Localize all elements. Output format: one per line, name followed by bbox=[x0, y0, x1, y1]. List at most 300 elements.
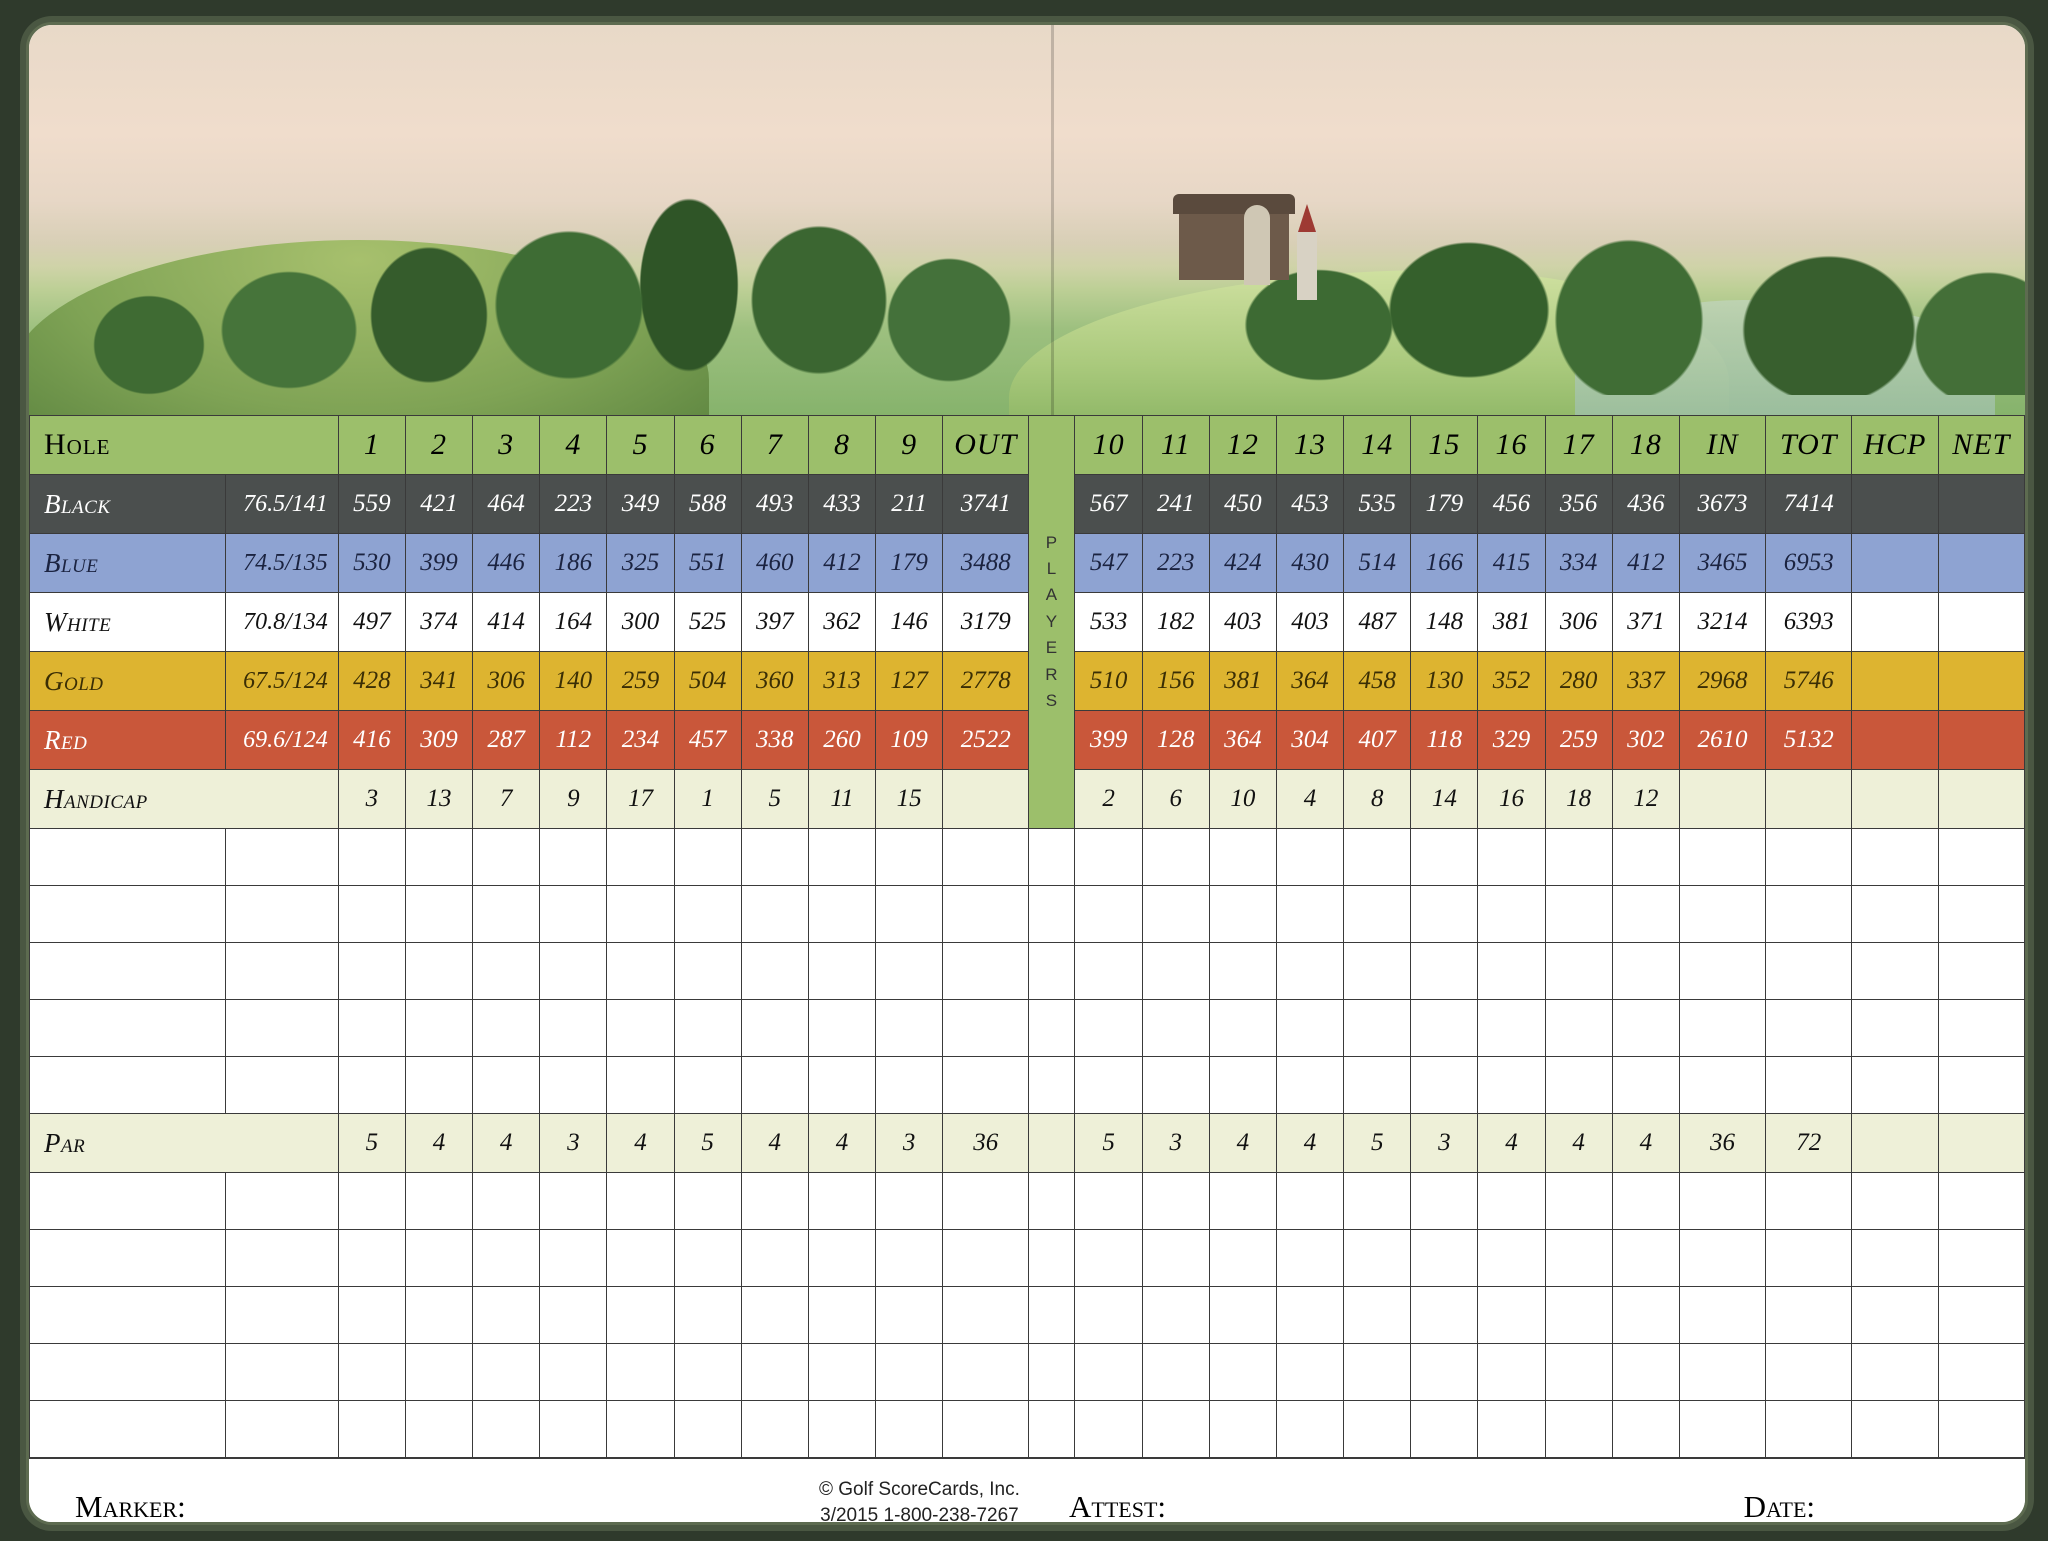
score-cell[interactable] bbox=[1344, 1287, 1411, 1344]
player-name-cell[interactable] bbox=[30, 1401, 226, 1458]
score-cell[interactable] bbox=[1142, 1173, 1209, 1230]
score-cell[interactable] bbox=[1209, 829, 1276, 886]
yardage-cell: 179 bbox=[876, 534, 943, 593]
score-in-cell[interactable] bbox=[1679, 1344, 1765, 1401]
player-hcp-cell[interactable] bbox=[226, 829, 338, 886]
score-cell[interactable] bbox=[1545, 1173, 1612, 1230]
score-cell[interactable] bbox=[1545, 943, 1612, 1000]
score-cell[interactable] bbox=[607, 829, 674, 886]
score-cell[interactable] bbox=[1142, 1287, 1209, 1344]
score-in-cell[interactable] bbox=[1679, 829, 1765, 886]
score-cell[interactable] bbox=[1276, 1344, 1343, 1401]
par-row bbox=[30, 1114, 2025, 1173]
score-in-cell[interactable] bbox=[1679, 943, 1765, 1000]
score-cell[interactable] bbox=[674, 1000, 741, 1057]
score-cell[interactable] bbox=[338, 1057, 405, 1114]
hcp-cell[interactable] bbox=[1852, 711, 1938, 770]
score-cell[interactable] bbox=[540, 1230, 607, 1287]
handicap-cell: 14 bbox=[1411, 770, 1478, 829]
score-out-cell[interactable] bbox=[943, 1000, 1029, 1057]
score-cell[interactable] bbox=[674, 1344, 741, 1401]
score-tot-cell[interactable] bbox=[1766, 1287, 1852, 1344]
score-cell[interactable] bbox=[876, 943, 943, 1000]
score-cell[interactable] bbox=[876, 1287, 943, 1344]
score-cell[interactable] bbox=[876, 1230, 943, 1287]
score-cell[interactable] bbox=[1142, 1230, 1209, 1287]
score-hcp-cell[interactable] bbox=[1852, 829, 1938, 886]
handicap-cell: 1 bbox=[674, 770, 741, 829]
score-net-cell[interactable] bbox=[1938, 1057, 2025, 1114]
score-tot-cell[interactable] bbox=[1766, 1057, 1852, 1114]
score-hcp-cell[interactable] bbox=[1852, 1401, 1938, 1458]
score-in-cell[interactable] bbox=[1679, 1000, 1765, 1057]
yardage-cell: 436 bbox=[1612, 475, 1679, 534]
score-cell[interactable] bbox=[876, 1057, 943, 1114]
score-out-cell[interactable] bbox=[943, 1344, 1029, 1401]
score-cell[interactable] bbox=[1075, 1000, 1142, 1057]
score-tot-cell[interactable] bbox=[1766, 1230, 1852, 1287]
score-cell[interactable] bbox=[473, 1000, 540, 1057]
score-cell[interactable] bbox=[674, 1173, 741, 1230]
score-cell[interactable] bbox=[1411, 1057, 1478, 1114]
score-cell[interactable] bbox=[1612, 1000, 1679, 1057]
net-cell[interactable] bbox=[1938, 711, 2025, 770]
score-cell[interactable] bbox=[876, 1000, 943, 1057]
score-cell[interactable] bbox=[338, 943, 405, 1000]
score-cell[interactable] bbox=[1612, 1287, 1679, 1344]
score-cell[interactable] bbox=[674, 1230, 741, 1287]
hcp-cell[interactable] bbox=[1852, 593, 1938, 652]
score-cell[interactable] bbox=[674, 1401, 741, 1458]
score-cell[interactable] bbox=[1478, 1344, 1545, 1401]
score-cell[interactable] bbox=[1411, 1000, 1478, 1057]
score-cell[interactable] bbox=[405, 1344, 472, 1401]
score-cell[interactable] bbox=[1478, 943, 1545, 1000]
header-hole-6: 6 bbox=[674, 416, 741, 475]
score-cell[interactable] bbox=[674, 829, 741, 886]
score-cell[interactable] bbox=[1612, 886, 1679, 943]
score-cell[interactable] bbox=[741, 1173, 808, 1230]
score-cell[interactable] bbox=[338, 829, 405, 886]
handicap-cell: 18 bbox=[1545, 770, 1612, 829]
score-cell[interactable] bbox=[1478, 1000, 1545, 1057]
score-cell[interactable] bbox=[405, 829, 472, 886]
score-cell[interactable] bbox=[405, 1287, 472, 1344]
score-out-cell[interactable] bbox=[943, 1057, 1029, 1114]
score-out-cell[interactable] bbox=[943, 1287, 1029, 1344]
score-cell[interactable] bbox=[1209, 1344, 1276, 1401]
player-name-cell[interactable] bbox=[30, 1230, 226, 1287]
score-row[interactable] bbox=[30, 1344, 2025, 1401]
score-cell[interactable] bbox=[607, 1173, 674, 1230]
player-hcp-cell[interactable] bbox=[226, 1287, 338, 1344]
score-cell[interactable] bbox=[1545, 1287, 1612, 1344]
score-cell[interactable] bbox=[607, 1344, 674, 1401]
player-name-cell[interactable] bbox=[30, 1000, 226, 1057]
yardage-cell: 381 bbox=[1478, 593, 1545, 652]
score-hcp-cell[interactable] bbox=[1852, 1287, 1938, 1344]
score-cell[interactable] bbox=[338, 1287, 405, 1344]
score-cell[interactable] bbox=[607, 943, 674, 1000]
yardage-cell: 360 bbox=[741, 652, 808, 711]
score-row[interactable] bbox=[30, 886, 2025, 943]
player-name-cell[interactable] bbox=[30, 943, 226, 1000]
score-cell[interactable] bbox=[1142, 1344, 1209, 1401]
score-cell[interactable] bbox=[741, 1401, 808, 1458]
score-hcp-cell[interactable] bbox=[1852, 886, 1938, 943]
score-cell[interactable] bbox=[1209, 1173, 1276, 1230]
score-cell[interactable] bbox=[808, 829, 875, 886]
yardage-cell: 504 bbox=[674, 652, 741, 711]
score-cell[interactable] bbox=[1276, 943, 1343, 1000]
yardage-cell: 399 bbox=[1075, 711, 1142, 770]
score-cell[interactable] bbox=[808, 1401, 875, 1458]
hcp-cell[interactable] bbox=[1852, 534, 1938, 593]
yardage-cell: 414 bbox=[473, 593, 540, 652]
score-row[interactable] bbox=[30, 829, 2025, 886]
score-net-cell[interactable] bbox=[1938, 1230, 2025, 1287]
score-cell[interactable] bbox=[540, 1344, 607, 1401]
score-row[interactable] bbox=[30, 1287, 2025, 1344]
score-cell[interactable] bbox=[1209, 943, 1276, 1000]
score-cell[interactable] bbox=[1276, 886, 1343, 943]
score-cell[interactable] bbox=[674, 1287, 741, 1344]
tee-row-red bbox=[30, 711, 2025, 770]
score-cell[interactable] bbox=[473, 1173, 540, 1230]
score-cell[interactable] bbox=[1344, 943, 1411, 1000]
score-cell[interactable] bbox=[1478, 1173, 1545, 1230]
score-cell[interactable] bbox=[1344, 829, 1411, 886]
score-cell[interactable] bbox=[607, 1230, 674, 1287]
score-net-cell[interactable] bbox=[1938, 1000, 2025, 1057]
score-cell[interactable] bbox=[808, 1287, 875, 1344]
score-cell[interactable] bbox=[1075, 829, 1142, 886]
score-cell[interactable] bbox=[1344, 1230, 1411, 1287]
score-cell[interactable] bbox=[1478, 1401, 1545, 1458]
score-cell[interactable] bbox=[674, 1057, 741, 1114]
score-cell[interactable] bbox=[1478, 1057, 1545, 1114]
score-net-cell[interactable] bbox=[1938, 1287, 2025, 1344]
score-cell[interactable] bbox=[1344, 886, 1411, 943]
score-cell[interactable] bbox=[1612, 943, 1679, 1000]
score-cell[interactable] bbox=[1411, 1344, 1478, 1401]
header-hole-5: 5 bbox=[607, 416, 674, 475]
score-cell[interactable] bbox=[808, 886, 875, 943]
player-hcp-cell[interactable] bbox=[226, 1057, 338, 1114]
score-hcp-cell[interactable] bbox=[1852, 1173, 1938, 1230]
score-cell[interactable] bbox=[1478, 1287, 1545, 1344]
score-cell[interactable] bbox=[741, 1344, 808, 1401]
score-cell[interactable] bbox=[1545, 1344, 1612, 1401]
score-cell[interactable] bbox=[405, 1173, 472, 1230]
net-cell[interactable] bbox=[1938, 475, 2025, 534]
score-cell[interactable] bbox=[741, 1000, 808, 1057]
score-cell[interactable] bbox=[741, 1230, 808, 1287]
score-cell[interactable] bbox=[1276, 1230, 1343, 1287]
net-cell[interactable] bbox=[1938, 593, 2025, 652]
score-cell[interactable] bbox=[405, 1057, 472, 1114]
score-cell[interactable] bbox=[808, 1173, 875, 1230]
handicap-label: Handicap bbox=[30, 770, 339, 829]
score-cell[interactable] bbox=[607, 1057, 674, 1114]
score-cell[interactable] bbox=[1478, 886, 1545, 943]
header-hole-14: 14 bbox=[1344, 416, 1411, 475]
score-cell[interactable] bbox=[338, 1000, 405, 1057]
score-net-cell[interactable] bbox=[1938, 1401, 2025, 1458]
score-cell[interactable] bbox=[1075, 943, 1142, 1000]
score-out-cell[interactable] bbox=[943, 1230, 1029, 1287]
score-cell[interactable] bbox=[473, 886, 540, 943]
score-cell[interactable] bbox=[876, 886, 943, 943]
score-cell[interactable] bbox=[1276, 1287, 1343, 1344]
score-net-cell[interactable] bbox=[1938, 1344, 2025, 1401]
score-cell[interactable] bbox=[1209, 1401, 1276, 1458]
player-name-cell[interactable] bbox=[30, 829, 226, 886]
score-cell[interactable] bbox=[1411, 1173, 1478, 1230]
score-cell[interactable] bbox=[1545, 829, 1612, 886]
score-tot-cell[interactable] bbox=[1766, 1000, 1852, 1057]
score-cell[interactable] bbox=[1411, 1287, 1478, 1344]
score-cell[interactable] bbox=[1276, 829, 1343, 886]
score-net-cell[interactable] bbox=[1938, 886, 2025, 943]
score-cell[interactable] bbox=[876, 1173, 943, 1230]
score-cell[interactable] bbox=[1142, 1000, 1209, 1057]
par-cell: 5 bbox=[1344, 1114, 1411, 1173]
score-cell[interactable] bbox=[607, 1000, 674, 1057]
score-cell[interactable] bbox=[876, 829, 943, 886]
score-net-cell[interactable] bbox=[1938, 829, 2025, 886]
score-cell[interactable] bbox=[808, 1057, 875, 1114]
score-cell[interactable] bbox=[1075, 886, 1142, 943]
hcp-cell[interactable] bbox=[1852, 652, 1938, 711]
player-name-cell[interactable] bbox=[30, 1173, 226, 1230]
score-cell[interactable] bbox=[1344, 1173, 1411, 1230]
score-cell[interactable] bbox=[876, 1401, 943, 1458]
score-cell[interactable] bbox=[1612, 1230, 1679, 1287]
yardage-cell: 403 bbox=[1276, 593, 1343, 652]
score-cell[interactable] bbox=[1612, 1401, 1679, 1458]
score-cell[interactable] bbox=[473, 1057, 540, 1114]
score-cell[interactable] bbox=[808, 1230, 875, 1287]
score-cell[interactable] bbox=[473, 829, 540, 886]
score-cell[interactable] bbox=[540, 829, 607, 886]
yardage-cell: 241 bbox=[1142, 475, 1209, 534]
score-cell[interactable] bbox=[540, 1173, 607, 1230]
score-out-cell[interactable] bbox=[943, 1173, 1029, 1230]
score-cell[interactable] bbox=[1411, 829, 1478, 886]
score-tot-cell[interactable] bbox=[1766, 886, 1852, 943]
score-cell[interactable] bbox=[1344, 1057, 1411, 1114]
score-cell[interactable] bbox=[1545, 1401, 1612, 1458]
score-in-cell[interactable] bbox=[1679, 1401, 1765, 1458]
grand-total: 5132 bbox=[1766, 711, 1852, 770]
score-cell[interactable] bbox=[1344, 1401, 1411, 1458]
par-hcp bbox=[1852, 1114, 1938, 1173]
score-cell[interactable] bbox=[1075, 1344, 1142, 1401]
yardage-cell: 364 bbox=[1276, 652, 1343, 711]
score-out-cell[interactable] bbox=[943, 943, 1029, 1000]
score-cell[interactable] bbox=[741, 943, 808, 1000]
score-tot-cell[interactable] bbox=[1766, 943, 1852, 1000]
score-cell[interactable] bbox=[1478, 1230, 1545, 1287]
score-hcp-cell[interactable] bbox=[1852, 1057, 1938, 1114]
score-in-cell[interactable] bbox=[1679, 1230, 1765, 1287]
players-spine bbox=[1029, 416, 1075, 829]
score-cell[interactable] bbox=[1411, 1230, 1478, 1287]
score-cell[interactable] bbox=[405, 1401, 472, 1458]
score-cell[interactable] bbox=[1411, 886, 1478, 943]
player-name-cell[interactable] bbox=[30, 1344, 226, 1401]
score-cell[interactable] bbox=[338, 1173, 405, 1230]
grand-total: 6953 bbox=[1766, 534, 1852, 593]
score-cell[interactable] bbox=[540, 1000, 607, 1057]
score-cell[interactable] bbox=[1209, 886, 1276, 943]
score-cell[interactable] bbox=[741, 886, 808, 943]
score-row[interactable] bbox=[30, 1000, 2025, 1057]
score-row[interactable] bbox=[30, 1057, 2025, 1114]
score-tot-cell[interactable] bbox=[1766, 1173, 1852, 1230]
score-cell[interactable] bbox=[1209, 1057, 1276, 1114]
score-hcp-cell[interactable] bbox=[1852, 1230, 1938, 1287]
score-out-cell[interactable] bbox=[943, 829, 1029, 886]
players-spine-filler bbox=[1029, 886, 1075, 943]
score-row[interactable] bbox=[30, 943, 2025, 1000]
score-cell[interactable] bbox=[338, 886, 405, 943]
score-row[interactable] bbox=[30, 1173, 2025, 1230]
score-cell[interactable] bbox=[473, 1401, 540, 1458]
score-cell[interactable] bbox=[1209, 1287, 1276, 1344]
score-cell[interactable] bbox=[1612, 1057, 1679, 1114]
score-cell[interactable] bbox=[1142, 886, 1209, 943]
score-cell[interactable] bbox=[607, 1401, 674, 1458]
score-cell[interactable] bbox=[405, 1230, 472, 1287]
player-hcp-cell[interactable] bbox=[226, 886, 338, 943]
score-cell[interactable] bbox=[876, 1344, 943, 1401]
score-cell[interactable] bbox=[1209, 1000, 1276, 1057]
score-net-cell[interactable] bbox=[1938, 1173, 2025, 1230]
score-cell[interactable] bbox=[1612, 829, 1679, 886]
player-name-cell[interactable] bbox=[30, 1057, 226, 1114]
score-tot-cell[interactable] bbox=[1766, 829, 1852, 886]
score-cell[interactable] bbox=[473, 943, 540, 1000]
score-cell[interactable] bbox=[674, 943, 741, 1000]
score-cell[interactable] bbox=[1344, 1344, 1411, 1401]
score-cell[interactable] bbox=[1612, 1344, 1679, 1401]
player-hcp-cell[interactable] bbox=[226, 1401, 338, 1458]
score-cell[interactable] bbox=[1142, 943, 1209, 1000]
score-cell[interactable] bbox=[741, 1057, 808, 1114]
score-cell[interactable] bbox=[1411, 943, 1478, 1000]
score-cell[interactable] bbox=[1276, 1173, 1343, 1230]
score-cell[interactable] bbox=[1612, 1173, 1679, 1230]
score-cell[interactable] bbox=[338, 1401, 405, 1458]
player-hcp-cell[interactable] bbox=[226, 1173, 338, 1230]
score-cell[interactable] bbox=[1209, 1230, 1276, 1287]
yardage-cell: 356 bbox=[1545, 475, 1612, 534]
hcp-cell[interactable] bbox=[1852, 475, 1938, 534]
score-cell[interactable] bbox=[473, 1287, 540, 1344]
score-out-cell[interactable] bbox=[943, 886, 1029, 943]
score-cell[interactable] bbox=[1545, 1000, 1612, 1057]
score-cell[interactable] bbox=[1411, 1401, 1478, 1458]
score-cell[interactable] bbox=[1075, 1173, 1142, 1230]
score-cell[interactable] bbox=[607, 1287, 674, 1344]
score-cell[interactable] bbox=[1276, 1000, 1343, 1057]
score-in-cell[interactable] bbox=[1679, 1287, 1765, 1344]
player-hcp-cell[interactable] bbox=[226, 1230, 338, 1287]
score-in-cell[interactable] bbox=[1679, 1173, 1765, 1230]
score-cell[interactable] bbox=[473, 1344, 540, 1401]
player-hcp-cell[interactable] bbox=[226, 1344, 338, 1401]
score-cell[interactable] bbox=[540, 1057, 607, 1114]
score-cell[interactable] bbox=[674, 886, 741, 943]
score-cell[interactable] bbox=[338, 1230, 405, 1287]
score-tot-cell[interactable] bbox=[1766, 1401, 1852, 1458]
par-cell: 4 bbox=[607, 1114, 674, 1173]
score-out-cell[interactable] bbox=[943, 1401, 1029, 1458]
player-name-cell[interactable] bbox=[30, 1287, 226, 1344]
score-cell[interactable] bbox=[405, 943, 472, 1000]
player-hcp-cell[interactable] bbox=[226, 943, 338, 1000]
net-cell[interactable] bbox=[1938, 652, 2025, 711]
score-cell[interactable] bbox=[540, 1287, 607, 1344]
score-cell[interactable] bbox=[405, 1000, 472, 1057]
handicap-cell: 7 bbox=[473, 770, 540, 829]
score-cell[interactable] bbox=[1142, 1401, 1209, 1458]
score-cell[interactable] bbox=[1075, 1401, 1142, 1458]
score-cell[interactable] bbox=[808, 943, 875, 1000]
score-cell[interactable] bbox=[1545, 1057, 1612, 1114]
score-cell[interactable] bbox=[338, 1344, 405, 1401]
tee-row-white bbox=[30, 593, 2025, 652]
player-name-cell[interactable] bbox=[30, 886, 226, 943]
score-cell[interactable] bbox=[1142, 829, 1209, 886]
score-cell[interactable] bbox=[1276, 1401, 1343, 1458]
score-cell[interactable] bbox=[473, 1230, 540, 1287]
score-cell[interactable] bbox=[1545, 886, 1612, 943]
score-cell[interactable] bbox=[741, 1287, 808, 1344]
score-cell[interactable] bbox=[540, 943, 607, 1000]
score-hcp-cell[interactable] bbox=[1852, 1344, 1938, 1401]
score-cell[interactable] bbox=[741, 829, 808, 886]
player-hcp-cell[interactable] bbox=[226, 1000, 338, 1057]
score-cell[interactable] bbox=[1344, 1000, 1411, 1057]
score-cell[interactable] bbox=[1276, 1057, 1343, 1114]
score-cell[interactable] bbox=[1075, 1230, 1142, 1287]
score-cell[interactable] bbox=[1545, 1230, 1612, 1287]
score-cell[interactable] bbox=[1075, 1057, 1142, 1114]
score-row[interactable] bbox=[30, 1230, 2025, 1287]
score-cell[interactable] bbox=[540, 886, 607, 943]
players-spine-filler bbox=[1029, 1230, 1075, 1287]
score-cell[interactable] bbox=[540, 1401, 607, 1458]
score-cell[interactable] bbox=[607, 886, 674, 943]
score-cell[interactable] bbox=[1478, 829, 1545, 886]
score-in-cell[interactable] bbox=[1679, 1057, 1765, 1114]
score-net-cell[interactable] bbox=[1938, 943, 2025, 1000]
score-cell[interactable] bbox=[1075, 1287, 1142, 1344]
score-cell[interactable] bbox=[808, 1000, 875, 1057]
score-hcp-cell[interactable] bbox=[1852, 1000, 1938, 1057]
score-cell[interactable] bbox=[1142, 1057, 1209, 1114]
score-row[interactable] bbox=[30, 1401, 2025, 1458]
net-cell[interactable] bbox=[1938, 534, 2025, 593]
score-hcp-cell[interactable] bbox=[1852, 943, 1938, 1000]
score-in-cell[interactable] bbox=[1679, 886, 1765, 943]
score-cell[interactable] bbox=[405, 886, 472, 943]
score-cell[interactable] bbox=[808, 1344, 875, 1401]
score-tot-cell[interactable] bbox=[1766, 1344, 1852, 1401]
